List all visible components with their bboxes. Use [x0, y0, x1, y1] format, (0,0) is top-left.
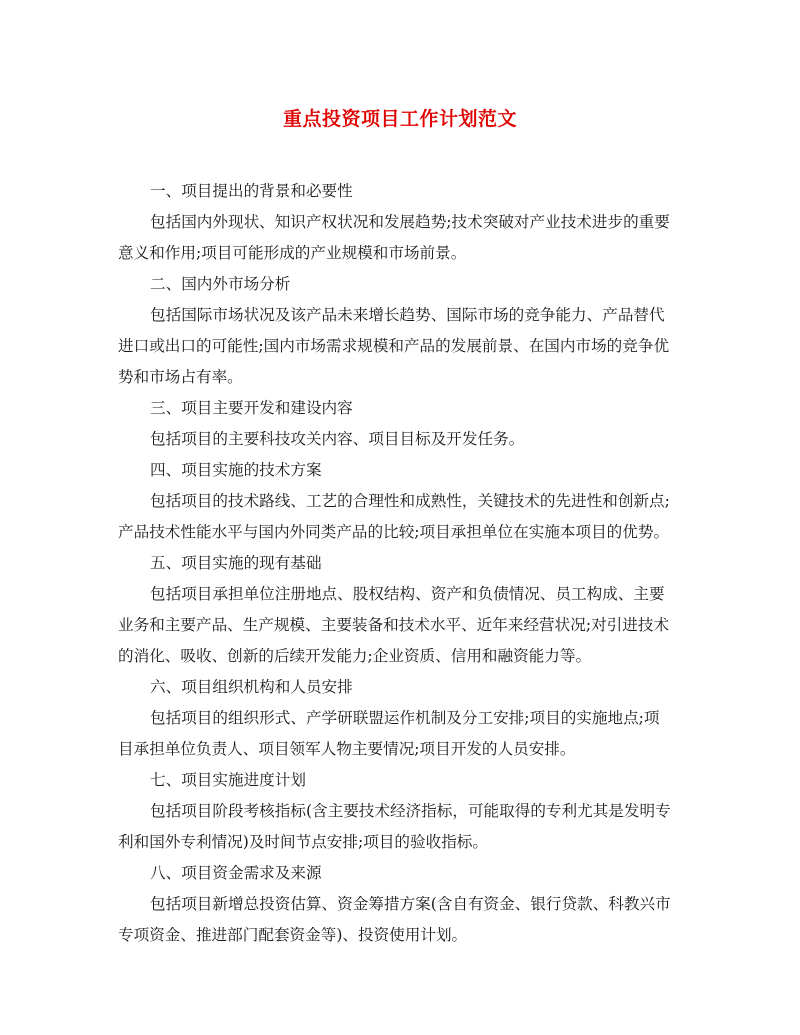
section-4-line-1: 包括项目的技术路线、工艺的合理性和成熟性，关键技术的先进性和创新点;	[150, 492, 670, 510]
section-2-line-3: 势和市场占有率。	[118, 368, 243, 386]
section-heading-4: 四、项目实施的技术方案	[150, 461, 322, 479]
section-5-line-2: 业务和主要产品、生产规模、主要装备和技术水平、近年来经营状况;对引进技术	[118, 616, 670, 634]
section-6-line-2: 目承担单位负责人、项目领军人物主要情况;项目开发的人员安排。	[118, 740, 576, 758]
section-1-line-2: 意义和作用;项目可能形成的产业规模和市场前景。	[118, 244, 467, 262]
section-2-line-2: 进口或出口的可能性;国内市场需求规模和产品的发展前景、在国内市场的竞争优	[118, 337, 670, 355]
section-8-line-1: 包括项目新增总投资估算、资金筹措方案(含自有资金、银行贷款、科教兴市	[150, 895, 671, 913]
section-5-line-3: 的消化、吸收、创新的后续开发能力;企业资质、信用和融资能力等。	[118, 647, 592, 665]
section-7-line-2: 利和国外专利情况)及时间节点安排;项目的验收指标。	[118, 833, 488, 851]
section-heading-1: 一、项目提出的背景和必要性	[150, 182, 353, 200]
document-body	[118, 176, 684, 951]
section-heading-8: 八、项目资金需求及来源	[150, 864, 322, 882]
section-heading-5: 五、项目实施的现有基础	[150, 554, 322, 572]
document-title: 重点投资项目工作计划范文	[282, 108, 517, 130]
section-heading-3: 三、项目主要开发和建设内容	[150, 399, 353, 417]
section-heading-7: 七、项目实施进度计划	[150, 771, 306, 789]
section-7-line-1: 包括项目阶段考核指标(含主要技术经济指标，可能取得的专利尤其是发明专	[150, 802, 671, 820]
section-3-line-1: 包括项目的主要科技攻关内容、项目目标及开发任务。	[150, 430, 525, 448]
section-heading-2: 二、国内外市场分析	[150, 275, 291, 293]
section-6-line-1: 包括项目的组织形式、产学研联盟运作机制及分工安排;项目的实施地点;项	[150, 709, 660, 727]
section-4-line-2: 产品技术性能水平与国内外同类产品的比较;项目承担单位在实施本项目的优势。	[118, 523, 670, 541]
section-5-line-1: 包括项目承担单位注册地点、股权结构、资产和负债情况、员工构成、主要	[150, 585, 665, 603]
section-8-line-2: 专项资金、推进部门配套资金等)、投资使用计划。	[118, 926, 468, 944]
section-heading-6: 六、项目组织机构和人员安排	[150, 678, 353, 696]
section-1-line-1: 包括国内外现状、知识产权状况和发展趋势;技术突破对产业技术进步的重要	[150, 213, 670, 231]
section-2-line-1: 包括国际市场状况及该产品未来增长趋势、国际市场的竞争能力、产品替代	[150, 306, 665, 324]
